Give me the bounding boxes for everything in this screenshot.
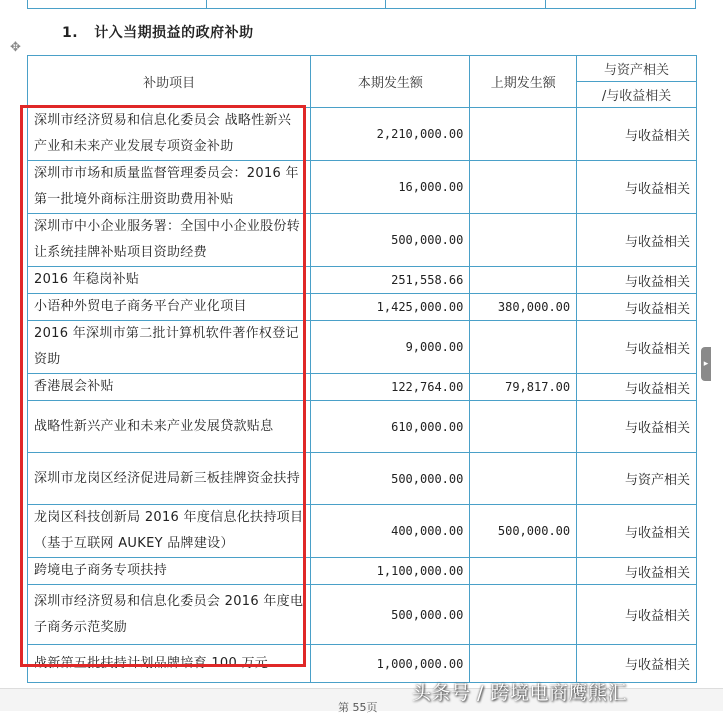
header-current: 本期发生额 xyxy=(311,56,470,108)
relation-cell: 与收益相关 xyxy=(577,161,697,214)
relation-cell: 与收益相关 xyxy=(577,214,697,267)
relation-cell: 与收益相关 xyxy=(577,585,697,645)
current-amount-cell: 400,000.00 xyxy=(311,505,470,558)
current-amount-cell: 9,000.00 xyxy=(311,321,470,374)
previous-amount-cell xyxy=(470,401,577,453)
table-move-handle-icon[interactable]: ✥ xyxy=(10,40,21,55)
previous-amount-cell xyxy=(470,321,577,374)
relation-cell: 与收益相关 xyxy=(577,321,697,374)
relation-cell: 与收益相关 xyxy=(577,645,697,683)
relation-cell: 与收益相关 xyxy=(577,374,697,401)
table-row xyxy=(28,585,697,645)
previous-amount-cell: 380,000.00 xyxy=(470,294,577,321)
current-amount-cell: 500,000.00 xyxy=(311,214,470,267)
current-amount-cell: 16,000.00 xyxy=(311,161,470,214)
expand-panel-icon[interactable]: ▸ xyxy=(701,347,711,381)
current-amount-cell: 500,000.00 xyxy=(311,585,470,645)
current-amount-cell: 1,100,000.00 xyxy=(311,558,470,585)
previous-amount-cell: 79,817.00 xyxy=(470,374,577,401)
current-amount-cell: 610,000.00 xyxy=(311,401,470,453)
table-rule xyxy=(385,0,386,8)
current-amount-cell: 1,425,000.00 xyxy=(311,294,470,321)
table-row xyxy=(28,214,697,267)
item-cell: 龙岗区科技创新局 2016 年度信息化扶持项目（基于互联网 AUKEY 品牌建设） xyxy=(28,505,311,558)
item-cell: 深圳市经济贸易和信息化委员会 2016 年度电子商务示范奖励 xyxy=(28,585,311,645)
previous-amount-cell xyxy=(470,453,577,505)
section-heading xyxy=(62,22,254,42)
current-amount-cell: 122,764.00 xyxy=(311,374,470,401)
item-cell: 深圳市龙岗区经济促进局新三板挂牌资金扶持 xyxy=(28,453,311,505)
header-relation-line2: /与收益相关 xyxy=(577,82,697,108)
header-relation-line1: 与资产相关 xyxy=(577,56,697,82)
item-cell: 深圳市中小企业服务署：全国中小企业股份转让系统挂牌补贴项目资助经费 xyxy=(28,214,311,267)
item-cell: 2016 年深圳市第二批计算机软件著作权登记资助 xyxy=(28,321,311,374)
relation-cell: 与收益相关 xyxy=(577,505,697,558)
relation-cell: 与收益相关 xyxy=(577,108,697,161)
table-row xyxy=(28,401,697,453)
section-title: 计入当期损益的政府补助 xyxy=(94,25,254,41)
item-cell: 战略性新兴产业和未来产业发展贷款贴息 xyxy=(28,401,311,453)
relation-cell: 与资产相关 xyxy=(577,453,697,505)
table-row xyxy=(28,108,697,161)
table-row xyxy=(28,267,697,294)
previous-table-remnant xyxy=(27,0,696,9)
current-amount-cell: 1,000,000.00 xyxy=(311,645,470,683)
item-cell: 深圳市经济贸易和信息化委员会 战略性新兴产业和未来产业发展专项资金补助 xyxy=(28,108,311,161)
previous-amount-cell xyxy=(470,645,577,683)
item-cell: 小语种外贸电子商务平台产业化项目 xyxy=(28,294,311,321)
table-rule xyxy=(206,0,207,8)
section-number: 1. xyxy=(62,25,79,41)
table-row xyxy=(28,505,697,558)
header-item: 补助项目 xyxy=(28,56,311,108)
table-row xyxy=(28,294,697,321)
previous-amount-cell xyxy=(470,214,577,267)
previous-amount-cell xyxy=(470,108,577,161)
table-row xyxy=(28,453,697,505)
current-amount-cell: 500,000.00 xyxy=(311,453,470,505)
page-number: 第 55页 xyxy=(338,701,378,714)
government-subsidy-table xyxy=(27,55,697,683)
header-previous: 上期发生额 xyxy=(470,56,577,108)
table-row xyxy=(28,161,697,214)
table-row xyxy=(28,321,697,374)
previous-amount-cell xyxy=(470,585,577,645)
previous-amount-cell: 500,000.00 xyxy=(470,505,577,558)
item-cell: 战新第五批扶持计划品牌培育 100 万元 xyxy=(28,645,311,683)
watermark: 头条号 / 跨境电商鹰熊汇 xyxy=(412,682,627,704)
item-cell: 深圳市市场和质量监督管理委员会：2016 年第一批境外商标注册资助费用补贴 xyxy=(28,161,311,214)
item-cell: 跨境电子商务专项扶持 xyxy=(28,558,311,585)
current-amount-cell: 2,210,000.00 xyxy=(311,108,470,161)
table-rule xyxy=(27,0,28,8)
previous-amount-cell xyxy=(470,267,577,294)
table-rule xyxy=(545,0,546,8)
current-amount-cell: 251,558.66 xyxy=(311,267,470,294)
previous-amount-cell xyxy=(470,558,577,585)
item-cell: 2016 年稳岗补贴 xyxy=(28,267,311,294)
relation-cell: 与收益相关 xyxy=(577,401,697,453)
table-row xyxy=(28,645,697,683)
table-row xyxy=(28,558,697,585)
table-row xyxy=(28,374,697,401)
item-cell: 香港展会补贴 xyxy=(28,374,311,401)
previous-amount-cell xyxy=(470,161,577,214)
table-rule xyxy=(695,0,696,8)
relation-cell: 与收益相关 xyxy=(577,558,697,585)
relation-cell: 与收益相关 xyxy=(577,267,697,294)
relation-cell: 与收益相关 xyxy=(577,294,697,321)
